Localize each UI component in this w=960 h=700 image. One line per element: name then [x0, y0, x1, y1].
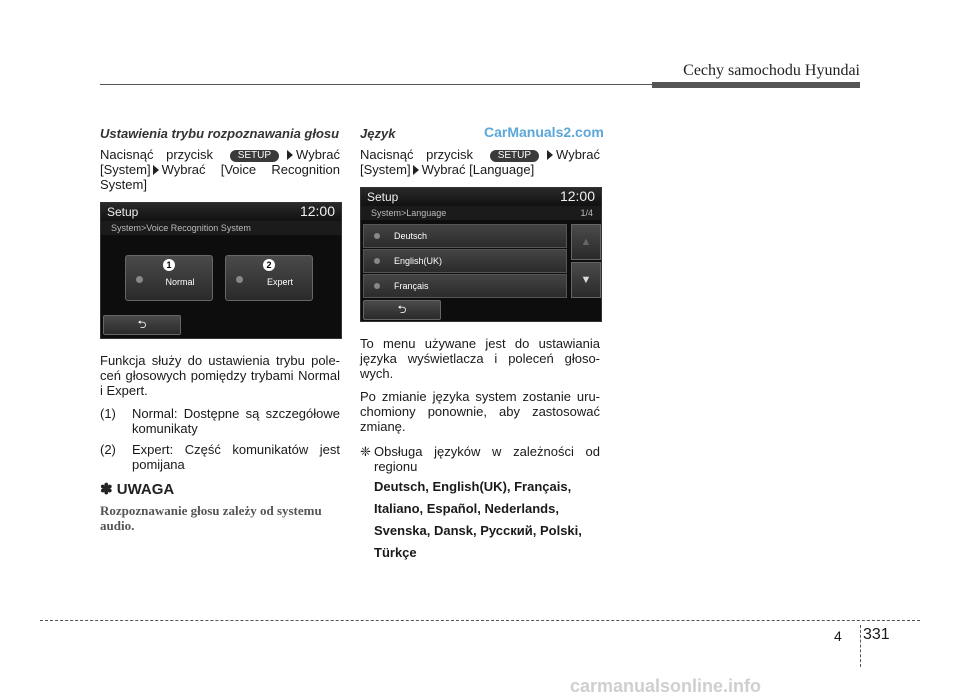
voice-recognition-instructions: [100, 147, 340, 192]
voice-recognition-section-title: Ustawienia trybu rozpoznawania głosu: [100, 126, 340, 141]
radio-dot-icon: [136, 276, 143, 283]
header-bar: [652, 82, 860, 88]
voice-recognition-description: Funkcja służy do ustawienia trybu pole-ceń głosowych pomiędzy trybami Normal i Expert.: [100, 353, 340, 398]
setup-badge: SETUP: [490, 150, 539, 162]
scroll-down-button[interactable]: [571, 262, 601, 298]
instr-step: Wybrać: [296, 147, 340, 162]
language-option-deutsch[interactable]: [363, 224, 567, 248]
note-header: [360, 444, 600, 474]
language-option-label: Français: [394, 281, 429, 291]
language-option-english-uk[interactable]: [363, 249, 567, 273]
screen-path: [361, 206, 601, 220]
instr-step: Wybrać: [556, 147, 600, 162]
language-description-1: To menu używane jest do ustawiania języka wyświetlacza i poleceń głoso-wych.: [360, 336, 600, 381]
language-section-title: Język: [360, 126, 396, 141]
normal-mode-label: Normal: [165, 277, 195, 287]
screen-title: Setup: [107, 205, 139, 219]
setup-badge: SETUP: [230, 150, 279, 162]
screen-page-indicator: 1/4: [580, 208, 593, 218]
language-list-line: Svenska, Dansk, Русский, Polski,: [374, 523, 582, 538]
instr-step: Wybrać [Voice Recognition System]: [100, 162, 340, 192]
voice-recognition-screen: [100, 202, 342, 339]
back-icon: ⮌: [137, 319, 147, 331]
language-instructions: [360, 147, 600, 177]
screen-clock: 12:00: [299, 203, 335, 219]
watermark-top: CarManuals2.com: [484, 124, 604, 140]
footer-divider: [860, 625, 861, 667]
instr-step: [System]: [360, 162, 411, 177]
screen-clock: 12:00: [559, 188, 595, 204]
language-support-note: [360, 444, 600, 562]
list-item-number: (1): [100, 406, 116, 421]
list-item-number: (2): [100, 442, 116, 457]
scroll-up-button[interactable]: [571, 224, 601, 260]
list-item-text: Normal: Dostępne są szczegółowe komunikaty: [132, 406, 340, 436]
screen-path: System>Voice Recognition System: [101, 221, 341, 235]
instr-prefix: Nacisnąć przycisk: [360, 147, 474, 162]
warning-text: Rozpoznawanie głosu zależy od systemu audio.: [100, 503, 322, 533]
list-item-text: Expert: Część komunikatów jest pomijana: [132, 442, 340, 472]
instr-prefix: Nacisnąć przycisk: [100, 147, 214, 162]
radio-dot-icon: [236, 276, 243, 283]
right-column: [360, 126, 600, 562]
chapter-number: 4: [834, 628, 842, 644]
language-option-label: Deutsch: [394, 231, 428, 241]
warning-title: ✽ UWAGA: [100, 481, 175, 498]
header-title: Cechy samochodu Hyundai: [683, 62, 860, 79]
screen-top-bar: [361, 188, 601, 206]
arrow-right-icon: [287, 150, 293, 160]
note-icon: ❈: [360, 444, 371, 459]
language-list-line: Italiano, Español, Nederlands,: [374, 501, 559, 516]
header-rule: [100, 84, 652, 85]
radio-dot-icon: [374, 233, 380, 239]
mode-number-badge: 1: [163, 259, 175, 271]
left-column: [100, 126, 340, 533]
screen-path-text: System>Language: [371, 208, 447, 218]
watermark-bottom: carmanualsonline.info: [570, 676, 762, 696]
language-option-francais[interactable]: [363, 274, 567, 298]
normal-mode-button[interactable]: [125, 255, 213, 301]
back-button[interactable]: [363, 300, 441, 320]
language-option-label: English(UK): [394, 256, 443, 266]
language-description-2: Po zmianie języka system zostanie uru-chomiony ponownie, aby zastosować zmianę.: [360, 389, 600, 434]
language-screen: [360, 187, 602, 322]
instr-step: [System]: [100, 162, 151, 177]
radio-dot-icon: [374, 283, 380, 289]
language-list-line: Deutsch, English(UK), Français,: [374, 479, 572, 494]
mode-list: [100, 406, 340, 472]
list-item: [100, 406, 340, 436]
arrow-right-icon: [153, 165, 159, 175]
arrow-up-icon: ▲: [580, 236, 592, 248]
list-item: [100, 442, 340, 472]
arrow-right-icon: [413, 165, 419, 175]
expert-mode-button[interactable]: [225, 255, 313, 301]
note-text: Obsługa języków w zależności od regionu: [374, 444, 600, 474]
back-icon: ⮌: [397, 304, 407, 316]
expert-mode-label: Expert: [266, 277, 293, 287]
screen-top-bar: [101, 203, 341, 221]
page-number: 331: [863, 626, 890, 643]
footer-rule: [40, 620, 920, 621]
arrow-right-icon: [547, 150, 553, 160]
arrow-down-icon: ▼: [580, 274, 592, 286]
instr-step: Wybrać [Language]: [421, 162, 535, 177]
screen-title: Setup: [367, 190, 399, 204]
mode-number-badge: 2: [263, 259, 275, 271]
back-button[interactable]: [103, 315, 181, 335]
language-list-line: Türkçe: [374, 545, 417, 560]
radio-dot-icon: [374, 258, 380, 264]
